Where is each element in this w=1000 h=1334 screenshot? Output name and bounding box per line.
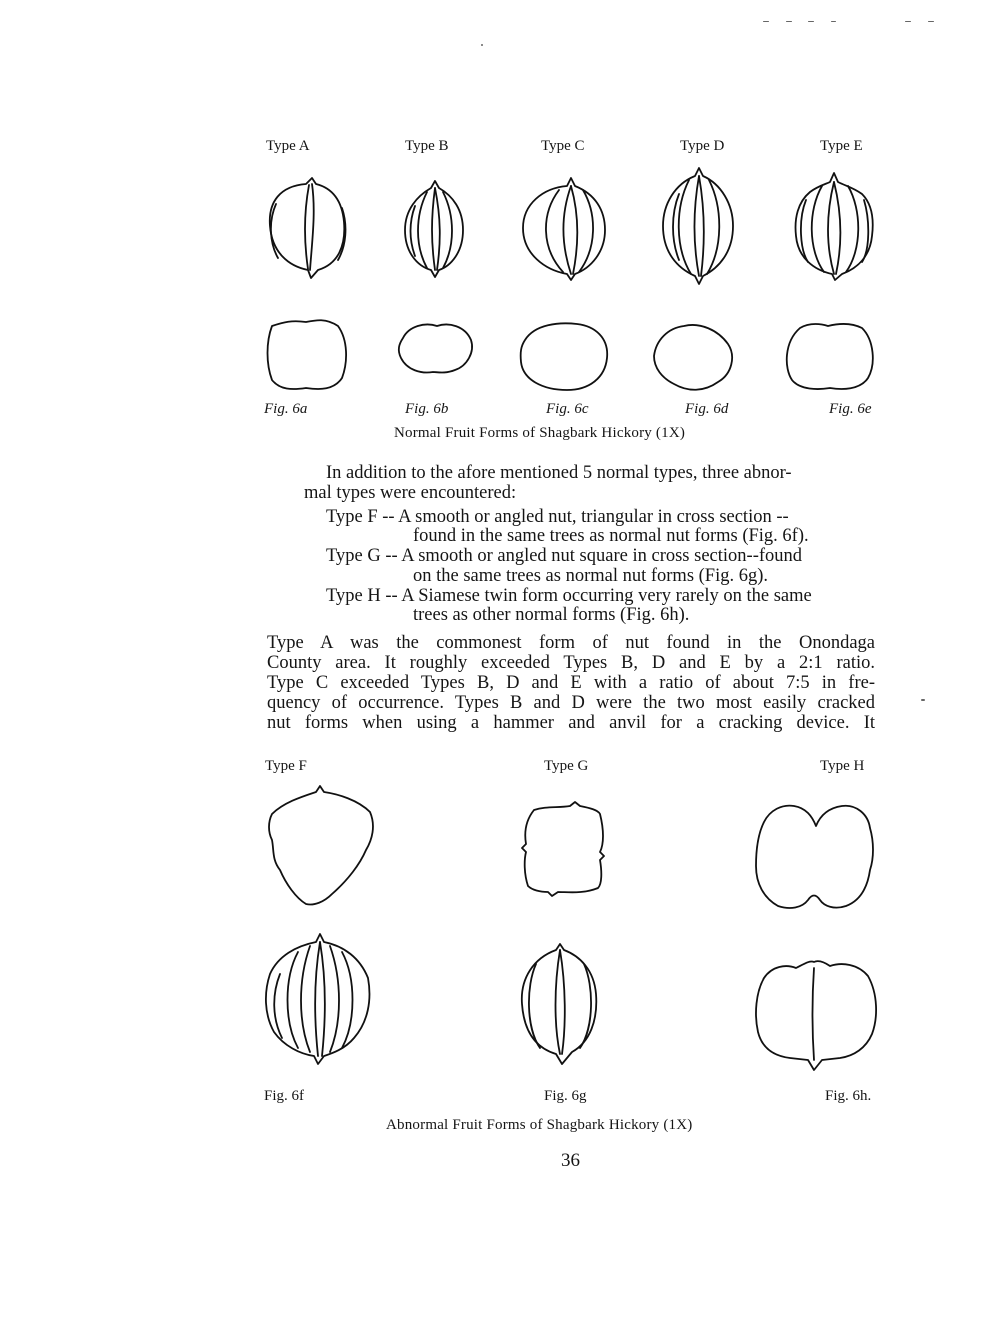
type-g-label: Type G <box>544 758 589 774</box>
type-g-side-view-illustration <box>514 938 608 1070</box>
paragraph-line-1: Type A was the commonest form of nut found in the Onondaga <box>267 633 875 653</box>
intro-line-1: In addition to the afore mentioned 5 normal types, three abnor- <box>326 463 792 483</box>
type-a-side-view-illustration <box>262 172 352 284</box>
type-c-cross-section-illustration <box>515 318 615 394</box>
type-b-label: Type B <box>405 138 449 154</box>
fig-6c-label: Fig. 6c <box>546 401 589 417</box>
fig-6f-label: Fig. 6f <box>264 1088 305 1104</box>
type-d-cross-section-illustration <box>648 320 738 394</box>
type-e-label: Type E <box>820 138 863 154</box>
fig-6b-label: Fig. 6b <box>405 401 449 417</box>
type-f-definition-line-1: Type F -- A smooth or angled nut, triangular in cross section -- <box>326 507 789 527</box>
type-f-side-view-illustration <box>260 928 380 1068</box>
scan-speck <box>905 21 911 22</box>
type-a-label: Type A <box>266 138 310 154</box>
type-h-side-view-illustration <box>752 952 880 1072</box>
type-a-cross-section-illustration <box>262 314 352 394</box>
type-f-definition-line-2: found in the same trees as normal nut forms (Fig. 6f). <box>413 526 809 546</box>
fig-6g-label: Fig. 6g <box>544 1088 587 1104</box>
scan-speck <box>808 21 814 22</box>
fig-6e-label: Fig. 6e <box>829 401 872 417</box>
normal-forms-caption: Normal Fruit Forms of Shagbark Hickory (1X) <box>394 425 686 441</box>
type-d-side-view-illustration <box>655 164 739 286</box>
paragraph-line-3: Type C exceeded Types B, D and E with a ratio of about 7:5 in fre- <box>267 673 875 693</box>
abnormal-forms-caption: Abnormal Fruit Forms of Shagbark Hickory (1X) <box>386 1117 693 1133</box>
fig-6d-label: Fig. 6d <box>685 401 729 417</box>
type-c-label: Type C <box>541 138 585 154</box>
paragraph-line-2: County area. It roughly exceeded Types B, D and E by a 2:1 ratio. <box>267 653 875 673</box>
type-d-label: Type D <box>680 138 725 154</box>
scan-speck <box>928 21 934 22</box>
type-b-side-view-illustration <box>395 178 475 280</box>
type-f-label: Type F <box>265 758 307 774</box>
type-e-side-view-illustration <box>788 170 880 284</box>
type-c-side-view-illustration <box>515 174 615 284</box>
type-g-definition-line-1: Type G -- A smooth or angled nut square in cross section--found <box>326 546 803 566</box>
fig-6a-label: Fig. 6a <box>264 401 308 417</box>
paragraph-line-5: nut forms when using a hammer and anvil for a cracking device. It <box>267 713 875 733</box>
intro-line-2: mal types were encountered: <box>304 483 517 503</box>
type-e-cross-section-illustration <box>782 318 878 394</box>
type-h-label: Type H <box>820 758 865 774</box>
type-g-definition-line-2: on the same trees as normal nut forms (Fig. 6g). <box>413 566 769 586</box>
page-number: 36 <box>561 1150 580 1171</box>
type-h-definition-line-2: trees as other normal forms (Fig. 6h). <box>413 605 690 625</box>
scan-speck <box>786 21 792 22</box>
type-h-definition-line-1: Type H -- A Siamese twin form occurring very rarely on the same <box>326 586 812 606</box>
scan-speck <box>831 21 836 22</box>
type-f-cross-section-illustration <box>262 784 380 910</box>
paragraph-line-4: quency of occurrence. Types B and D were the two most easily cracked <box>267 693 875 713</box>
type-b-cross-section-illustration <box>395 318 475 378</box>
scan-speck <box>921 699 925 701</box>
fig-6h-label: Fig. 6h. <box>825 1088 872 1104</box>
type-g-cross-section-illustration <box>518 800 612 900</box>
scan-speck <box>763 21 769 22</box>
scan-speck <box>481 44 483 46</box>
type-h-cross-section-illustration <box>750 800 880 918</box>
